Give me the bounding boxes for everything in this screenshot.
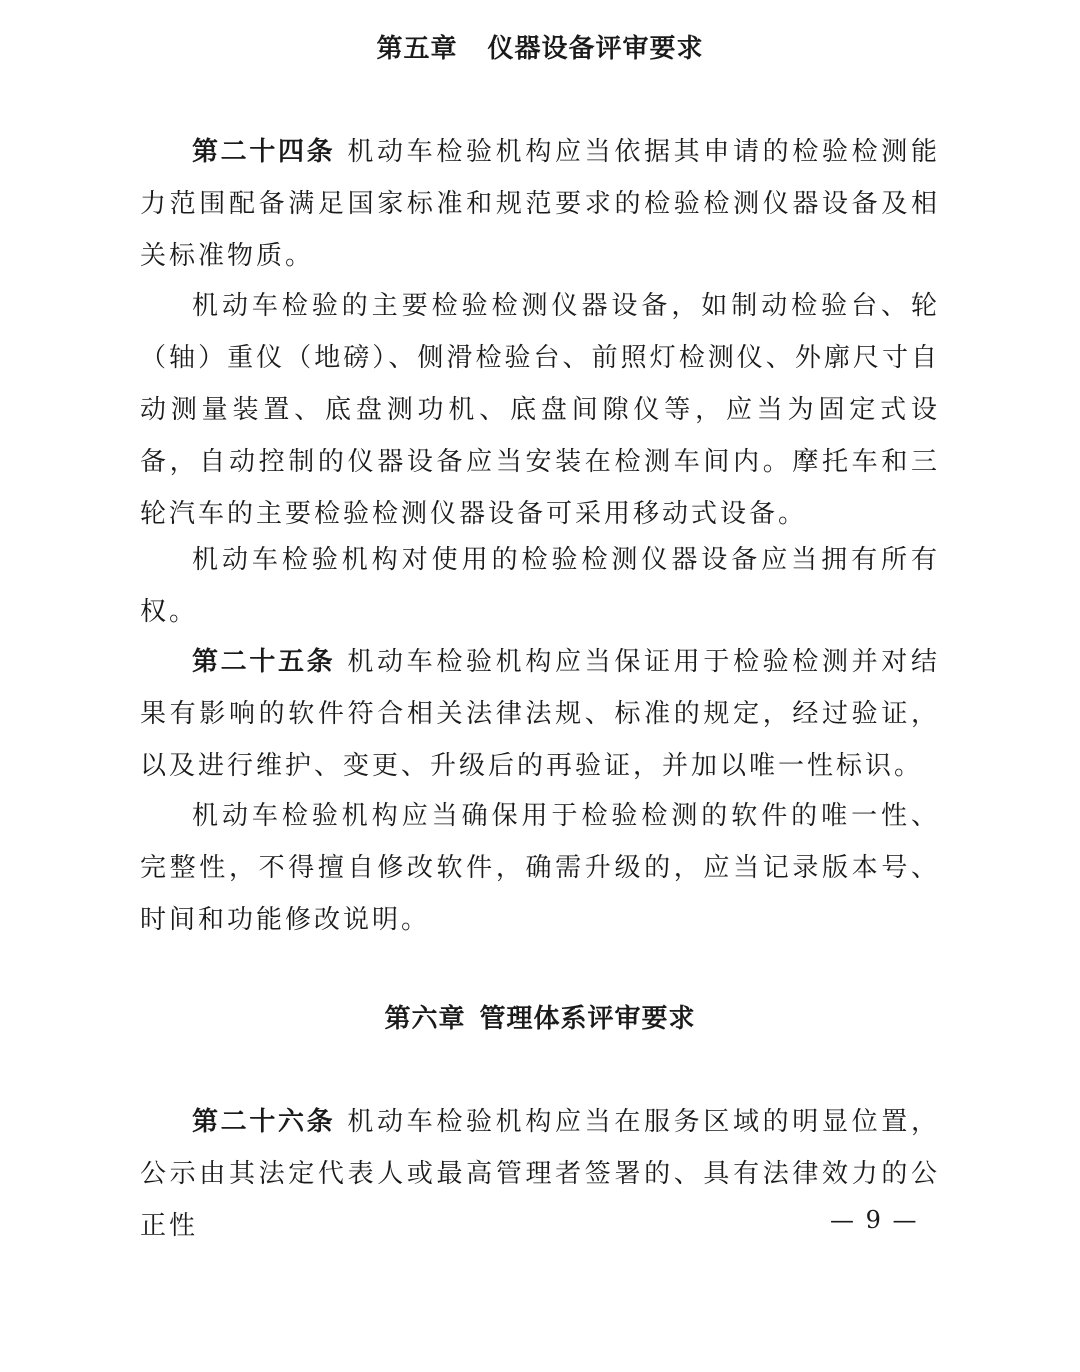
article-26-paragraph <box>140 1096 940 1252</box>
article-24-label: 第二十四条 <box>192 137 336 167</box>
article-24-paragraph <box>140 126 940 282</box>
chapter-6-heading <box>0 998 1080 1035</box>
chapter-6-number: 第六章 <box>384 1004 466 1034</box>
article-26-text: 机动车检验机构应当在服务区域的明显位置，公示由其法定代表人或最高管理者签署的、具有法律效力的公正性 <box>140 1107 940 1241</box>
article-25-paragraph-2: 机动车检验机构应当确保用于检验检测的软件的唯一性、完整性，不得擅自修改软件，确需升级的，应当记录版本号、时间和功能修改说明。 <box>140 801 940 935</box>
chapter-6-title: 管理体系评审要求 <box>479 1004 696 1034</box>
article-24-paragraph-2: 机动车检验的主要检验检测仪器设备，如制动检验台、轮（轴）重仪（地磅）、侧滑检验台、前照灯检测仪、外廓尺寸自动测量装置、底盘测功机、底盘间隙仪等，应当为固定式设备，自动控制的仪器设备应当安装在检测车间内。摩托车和三轮汽车的主要检验检测仪器设备可采用移动式设备。 <box>140 291 940 529</box>
chapter-5-number: 第五章 <box>376 34 458 64</box>
chapter-5-heading <box>0 28 1080 65</box>
article-25-label: 第二十五条 <box>192 647 336 677</box>
article-24-text: 机动车检验机构应当依据其申请的检验检测能力范围配备满足国家标准和规范要求的检验检测仪器设备及相关标准物质。 <box>140 137 940 271</box>
article-24-paragraph-3: 机动车检验机构对使用的检验检测仪器设备应当拥有所有权。 <box>140 545 940 627</box>
article-26-label: 第二十六条 <box>192 1107 336 1137</box>
chapter-5-title: 仪器设备评审要求 <box>487 34 704 64</box>
article-25-text: 机动车检验机构应当保证用于检验检测并对结果有影响的软件符合相关法律法规、标准的规定，经过验证，以及进行维护、变更、升级后的再验证，并加以唯一性标识。 <box>140 647 940 781</box>
page-number: — 9 — <box>830 1206 919 1234</box>
article-25-paragraph <box>140 636 940 792</box>
